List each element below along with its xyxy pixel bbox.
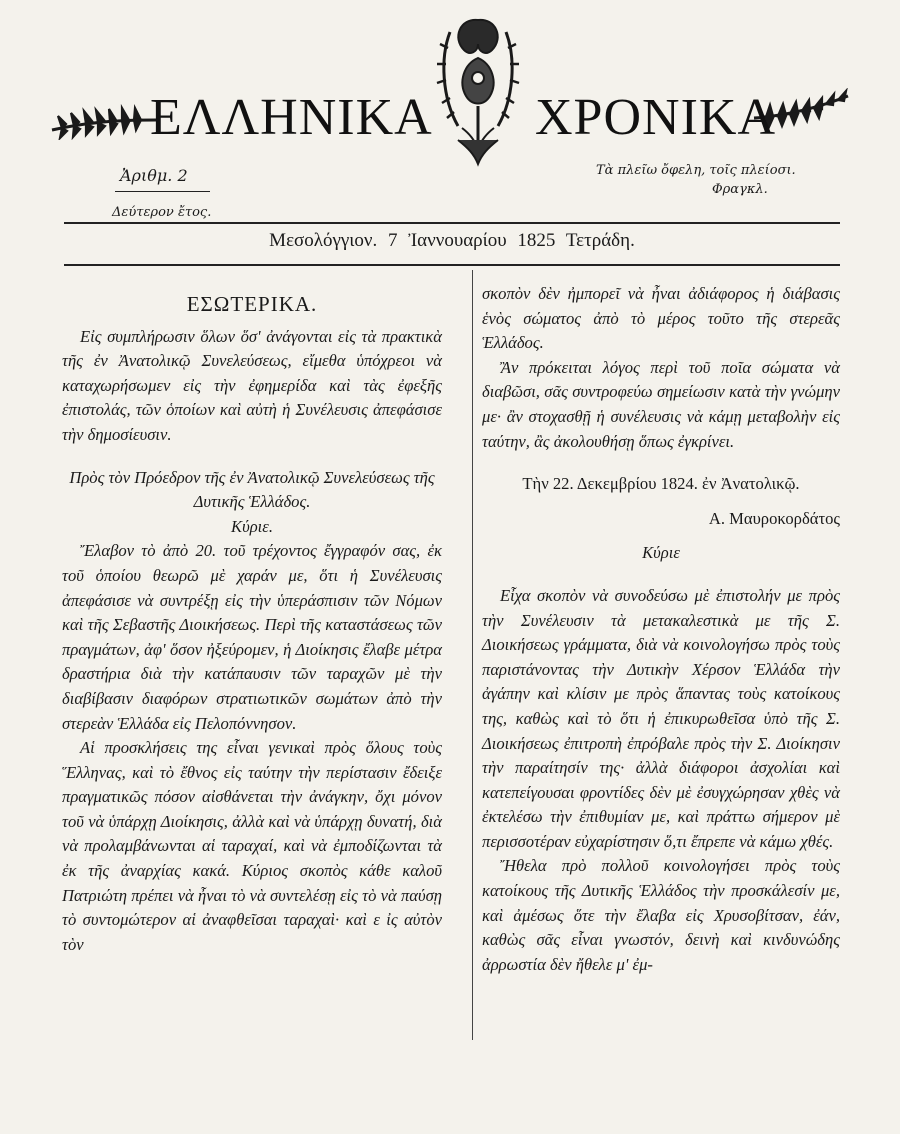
dateline-rule-bottom bbox=[64, 264, 840, 266]
letter-paragraph: Ἤθελα πρὸ πολλοῦ κοινολογήσει πρὸς τοὺς κατοίκους τῆς Δυτικῆς Ἑλλάδος τὴν προσκάλεσίν με, καὶ ἀμέσως ὅτε τὴν ἔλαβα εἰς Χρυσοβίτσαν, ἐάν, καθὼς σᾶς εἶναι γνωστόν, δεινὴ καὶ κινδυνώδης ἀρρωστία δὲν ἤθελε μ' ἐμ- bbox=[482, 856, 840, 974]
motto-text: Τὰ πλεῖω ὄφελη, τοῖς πλείοσι. bbox=[596, 163, 796, 178]
letter-salutation: Κύριε bbox=[642, 543, 680, 563]
masthead-title-right: ΧΡΟΝΙΚΑ bbox=[535, 89, 776, 146]
letter-paragraph: σκοπὸν δὲν ἠμπορεῖ νὰ ἦναι ἀδιάφορος ἡ διάβασις ἑνὸς σώματος ἀπὸ τὸ μέρος τοῦτο τῆς στερεᾶς Ἑλλάδος. bbox=[482, 284, 840, 353]
dateline: Μεσολόγγιον. 7 Ἰαννουαρίου 1825 Τετράδη. bbox=[269, 230, 635, 251]
left-column bbox=[62, 292, 442, 957]
letter-address: Πρὸς τὸν Πρόεδρον τῆς ἐν Ἀνατολικῷ Συνελεύσεως τῆς Δυτικῆς Ἑλλάδος. bbox=[69, 467, 435, 512]
right-column bbox=[482, 282, 840, 977]
intro-paragraph: Εἰς συμπλήρωσιν ὅλων ὅσ' ἀνάγονται εἰς τὰ πρακτικὰ τῆς ἐν Ἀνατολικῷ Συνελεύσεως, εἴμεθα ὑπόχρεοι νὰ καταχωρήσωμεν εἰς τὴν ἐφημερίδα καὶ τὰς ἐφεξῆς ἐπιστολάς, τῶν ὁποίων καὶ αὐτὴ ἡ Συνέλευσις ἀπεφάσισε τὴν δημοσίευσιν. bbox=[62, 326, 442, 444]
letter-paragraph: Ἔλαβον τὸ ἀπὸ 20. τοῦ τρέχοντος ἔγγραφόν σας, ἐκ τοῦ ὁποίου θεωρῶ μὲ χαράν με, ὅτι ἡ Συνέλευσις ἀπεφάσισε νὰ συντρέξῃ εἰς τὴν ὑπεράσπισιν τῶν Νόμων καὶ τῆς Σεβαστῆς Διοικήσεως. Περὶ τῆς καταστάσεως τῶν πραγμάτων, ἀφ' ὅσον ἠξεύρομεν, ἡ Διοίκησις ἔλαβε μέτρα δραστήρια διὰ τὴν κατάπαυσιν τῶν ταραχῶν μὲ τὴν διαβίβασιν διαφόρων στρατιωτικῶν σωμάτων ἀπὸ τὴν στερεὰν Ἑλλάδα εἰς Πελοπόννησον. bbox=[62, 541, 442, 733]
section-heading: ΕΣΩΤΕΡΙΚΑ. bbox=[186, 292, 318, 316]
letter-signature: Α. Μαυροκορδάτος bbox=[708, 508, 840, 528]
issue-number: Ἀριθμ. 2 bbox=[120, 166, 188, 185]
letter-date: Τὴν 22. Δεκεμβρίου 1824. ἐν Ἀνατολικῷ. bbox=[522, 474, 800, 494]
ornamental-emblem-icon bbox=[430, 8, 526, 168]
column-divider bbox=[472, 270, 473, 1040]
letter-paragraph: Εἶχα σκοπὸν νὰ συνοδεύσω μὲ ἐπιστολήν με πρὸς τὴν Συνέλευσιν τὰ μετακαλεστικὰ με τῆς Σ. Διοικήσεως γράμματα, διὰ νὰ κοινολογήσω πρὸς τοὺς παριστάνοντας τὴν Δυτικὴν Χέρσον Ἑλλάδα τὴν ἀγάπην καὶ κλίσιν με πρὸς ἅπαντας τοὺς κατοίκους της, καθὼς καὶ τὸ ὅτι ἡ ἐπικυρωθεῖσα ὑπὸ τῆς Σ. Διοικήσεως ἐπιτροπὴ ἐπρόβαλε πρὸς τὴν Σ. Διοίκησιν τὴν παραίτησίν της· ἀλλὰ διάφοροι ἀσχολίαι καὶ κατεπείγουσαι φροντίδες δὲν μὲ ἐσυγχώρησαν χθὲς νὰ ἐκτελέσω τὴν ἐπιθυμίαν με, καὶ πράττω σήμερον μὲ περισσοτέραν εὐχαρίστησιν ὅ,τι ἔπρεπε νὰ κάμω χθές. bbox=[482, 585, 840, 851]
dateline-rule-top bbox=[64, 222, 840, 224]
letter-paragraph: Ἂν πρόκειται λόγος περὶ τοῦ ποῖα σώματα νὰ διαβῶσι, σᾶς συντροφεύω σημείωσιν κατὰ τὴν γνώμην με· ἂν στοχασθῇ ἡ συνέλευσις νὰ κάμῃ μεταβολὴν εἰς ταύτην, ἂς ἀκολουθήσῃ ὅπως ἐγκρίνει. bbox=[482, 357, 840, 451]
motto-attribution: Φραγκλ. bbox=[712, 182, 768, 197]
issue-divider bbox=[115, 191, 210, 192]
laurel-sprig-left-icon bbox=[48, 100, 158, 140]
masthead-title-left: ΕΛΛΗΝΙΚΑ bbox=[150, 89, 433, 146]
publication-year: Δεύτερον ἔτος. bbox=[112, 205, 212, 220]
motto bbox=[596, 164, 826, 196]
letter-salutation: Κύριε. bbox=[231, 516, 273, 536]
letter-paragraph: Αἱ προσκλήσεις της εἶναι γενικαὶ πρὸς ὅλους τοὺς Ἕλληνας, καὶ τὸ ἔθνος εἰς ταύτην τὴν περίστασιν ἔδειξε πραγματικῶς πόσον αἰσθάνεται τὴν ἀνάγκην, ὄχι μόνον τοῦ νὰ ὑπάρχῃ Διοίκησις, ἀλλὰ καὶ νὰ ὑπάρχῃ δυνατή, διὰ νὰ προλαμβάνωνται αἱ ταραχαί, καὶ νὰ ἐμποδίζωνται τὰ ἐκ τῆς ἀναρχίας κακά. Κύριος σκοπὸς κάθε καλοῦ Πατριώτη πρέπει νὰ ἦναι τὸ νὰ συντελέσῃ εἰς τὸ νὰ παύσῃ τὸ συντομώτερον αἱ ἀναφθεῖσαι ταραχαὶ· καὶ ε ἰς αὐτὸν τὸν bbox=[62, 738, 442, 954]
